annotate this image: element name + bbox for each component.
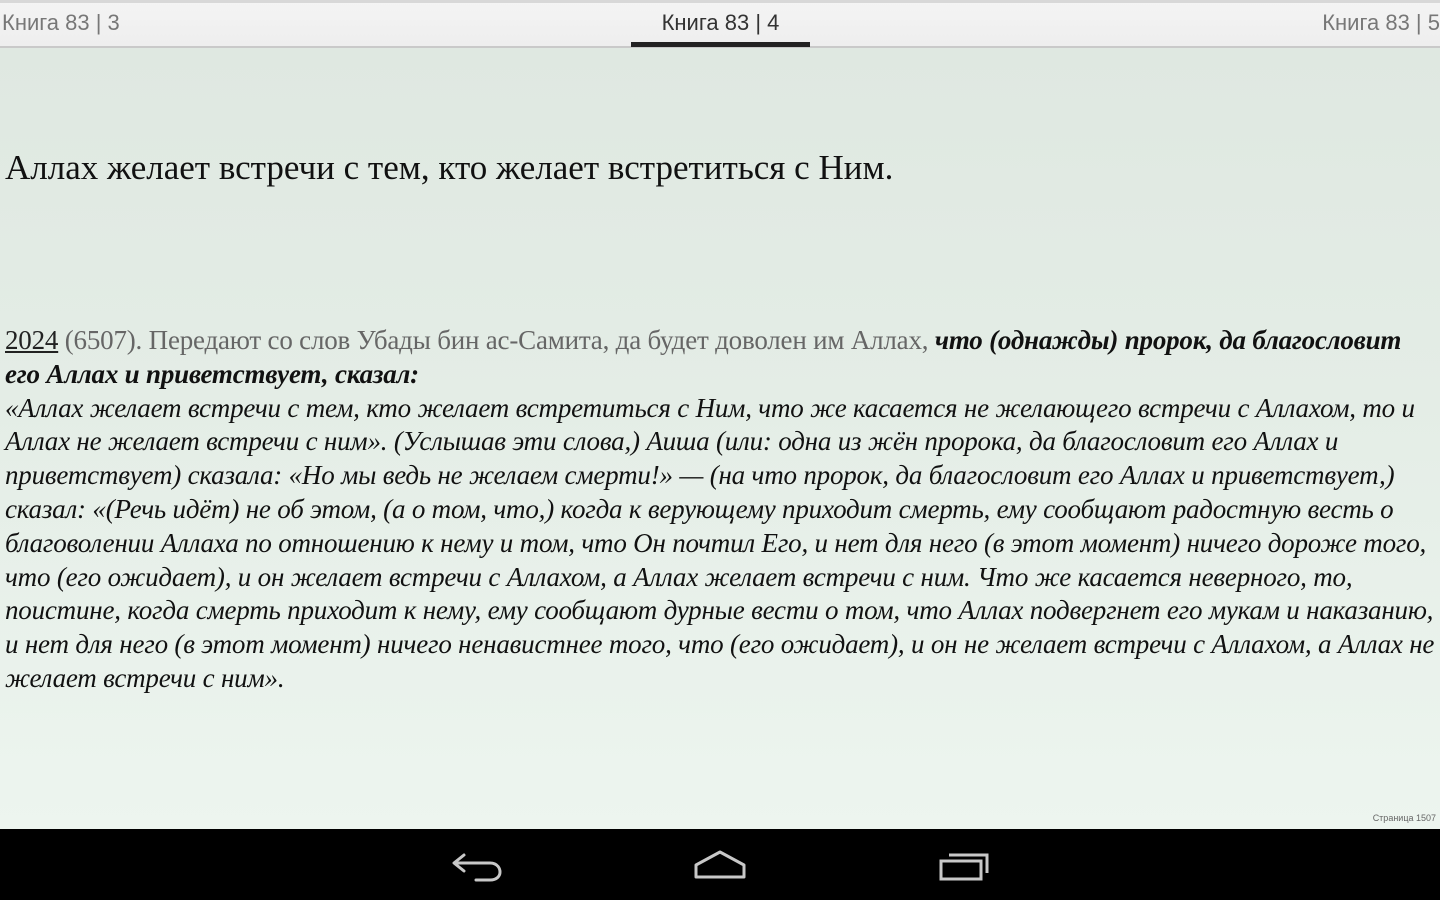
recent-apps-icon	[935, 847, 995, 883]
home-button[interactable]	[680, 841, 760, 889]
reading-pane[interactable]	[0, 48, 1440, 829]
page-counter: Страница 1507	[1372, 813, 1436, 823]
hadith-reference: (6507).	[58, 325, 149, 355]
hadith-intro: что (однажды) пророк, да благословит его Аллах и приветствует, сказал:	[5, 325, 1402, 389]
hadith-matn: «Аллах желает встречи с тем, кто желает встретиться с Ним, что же касается не желающего встречи с Аллахом, то и Аллах не желает встречи с ним». (Услышав эти слова,) Аиша (или: одна из жён пророка, да благословит его Аллах и приветствует) сказала: «Но мы ведь не желаем смерти!» — (на что пророк, да благословит его Аллах и приветствует,) сказал: «(Речь идёт) не об этом, (а о том, что,) когда к верующему приходит смерть, ему сообщают радостную весть о благоволении Аллаха по отношению к нему и том, что Он почтил Его, и нет для него (в этот момент) ничего дороже того, что (его ожидает), и он желает встречи с Аллахом, а Аллах желает встречи с ним. Что же касается неверного, то, поистине, когда смерть приходит к нему, ему сообщают дурные вести о том, что Аллах подвергнет его мукам и наказанию, и нет для него (в этот момент) ничего ненавистнее того, что (его ожидает), и он не желает встречи с Аллахом, а Аллах не желает встречи с ним».	[5, 392, 1435, 693]
tab-current-chapter[interactable]: Книга 83 | 4	[661, 10, 780, 35]
system-navigation-bar	[0, 829, 1440, 900]
tab-next-chapter[interactable]: Книга 83 | 5	[1322, 10, 1440, 35]
home-icon	[690, 847, 750, 883]
hadith-text	[5, 324, 1437, 696]
hadith-number-link[interactable]: 2024	[5, 325, 59, 355]
active-tab-indicator	[631, 42, 810, 47]
recent-apps-button[interactable]	[925, 841, 1005, 889]
chapter-tab-strip	[0, 0, 1440, 48]
status-bar-remnant	[0, 0, 1440, 3]
chapter-title: Аллах желает встречи с тем, кто желает встретиться с Ним.	[5, 148, 894, 187]
back-icon	[450, 847, 506, 883]
back-button[interactable]	[438, 841, 518, 889]
hadith-isnad: Передают со слов Убады бин ас-Самита, да будет доволен им Аллах,	[148, 325, 935, 355]
tab-previous-chapter[interactable]: Книга 83 | 3	[2, 10, 120, 35]
